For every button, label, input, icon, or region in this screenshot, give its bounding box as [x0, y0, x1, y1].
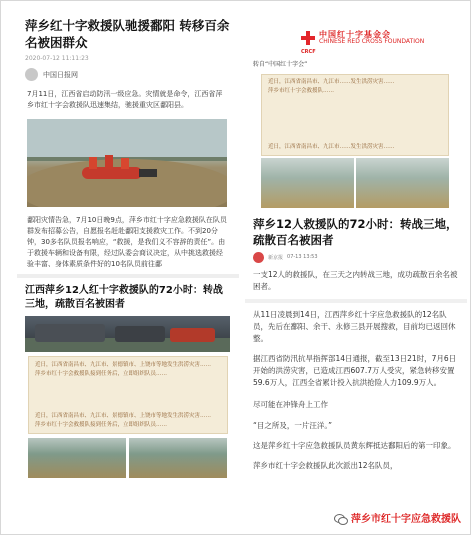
org-name: 中国红十字基金会 — [319, 30, 391, 39]
flood-photo — [129, 438, 227, 478]
left-notice-line: 近日，江西省南昌市、九江市、景德镇市、上饶市等地发生洪涝灾害…… — [35, 362, 212, 368]
rescue-boat-photo — [27, 119, 227, 207]
right-notice-line: 萍乡市红十字会救援队…… — [268, 87, 335, 94]
right-para-5: 萍乡市红十字会救援队此次派出12名队员， — [253, 460, 398, 470]
flood-photo — [28, 438, 126, 478]
left-notice-line: 萍乡市红十字会救援队接到任务后，立即组织队员…… — [35, 370, 168, 377]
right-notice-image — [261, 74, 449, 156]
left-article-source — [17, 64, 239, 85]
author-name: 新京报 — [268, 254, 284, 261]
source-name: 中国日报网 — [43, 70, 78, 79]
left-notice-line: 近日，江西省南昌市、九江市、景德镇市、上饶市等地发生洪涝灾害…… — [35, 413, 212, 419]
right-para-2: 从11日凌晨到14日，江西萍乡红十字应急救援队的12名队员，先后在鄱阳、余干、永修三县开展搜救，目前均已返回休整。 — [253, 309, 456, 343]
right-notice-line: 近日，江西省南昌市、九江市……发生洪涝灾害…… — [268, 144, 395, 150]
left-article-date: 2020-07-12 11:11:23 — [25, 55, 89, 62]
crcf-label: CRCF — [301, 49, 316, 55]
wechat-icon — [333, 511, 347, 525]
right-para-4: 这是萍乡红十字应急救援队员黄东辉抵达鄱阳后的第一印象。 — [253, 440, 456, 450]
watermark-text: 萍乡市红十字应急救援队 — [351, 514, 461, 525]
flood-photo — [261, 158, 354, 208]
right-para-1: 一支12人的救援队，在三天之内转战三地，成功疏散百余名被困者。 — [253, 269, 458, 291]
author-date: 07-13 13:53 — [287, 254, 318, 260]
divider — [245, 299, 467, 303]
left-subhead: 江西萍乡12人红十字救援队的72小时：转战三地，疏散百名被困者 — [17, 274, 239, 314]
red-cross-logo — [245, 21, 467, 49]
right-quote: “目之所及，一片汪洋。” — [253, 420, 333, 430]
rescue-boat-image — [27, 119, 227, 207]
org-name-en: CHINESE RED CROSS FOUNDATION — [319, 38, 425, 45]
right-article — [245, 21, 467, 531]
right-highlight: 尽可能在冲锋舟上工作 — [253, 399, 328, 409]
watermark — [330, 509, 464, 526]
flood-photo — [356, 158, 449, 208]
left-para-1: 7月11日，江西省启动防汛一级应急。灾情就是命令，江西省萍乡市红十字会救援队迅速集结，驰援重灾区鄱阳县。 — [27, 90, 223, 109]
left-para-2: 鄱阳灾情告急，7月10日晚9点，萍乡市红十字应急救援队在队员群发布招募公告，自愿报名赶赴鄱阳支援救灾工作。不到20分钟，30多名队员报名响应，“救援，是我们义不容辞的责任”。由于救援车辆和设备有限，经过队委会商议决定，从中挑选救援经验丰富、身体素质条件好的10名队员前往鄱 — [27, 216, 227, 268]
forward-note: 转自“中国红十字会” — [253, 61, 308, 68]
left-article-title: 萍乡红十字救援队驰援鄱阳 转移百余名被困群众 — [25, 18, 230, 50]
source-avatar — [25, 68, 38, 81]
rescue-vehicles-photo — [25, 316, 230, 352]
left-notice-line: 萍乡市红十字会救援队接到任务后，立即组织队员…… — [35, 421, 168, 428]
left-flood-photos — [28, 438, 228, 478]
right-para-3: 据江西省防汛抗旱指挥部14日通报，截至13日21时，7月6日开始的洪涝灾害，已造成江西607.7万人受灾，紧急转移安置59.6万人，江西全省累计投入抗洪抢险人力109.9万人。 — [253, 353, 457, 387]
vehicles-image — [25, 316, 230, 352]
right-notice-line: 近日，江西省南昌市、九江市……发生洪涝灾害…… — [268, 79, 395, 85]
left-article — [17, 9, 239, 531]
right-flood-photos — [261, 158, 451, 208]
right-article-title: 萍乡12人救援队的72小时：转战三地，疏散百名被困者 — [253, 216, 458, 247]
author-avatar — [253, 252, 264, 263]
right-article-meta — [245, 250, 467, 265]
left-notice-image — [28, 356, 228, 434]
red-cross-icon — [301, 31, 315, 45]
